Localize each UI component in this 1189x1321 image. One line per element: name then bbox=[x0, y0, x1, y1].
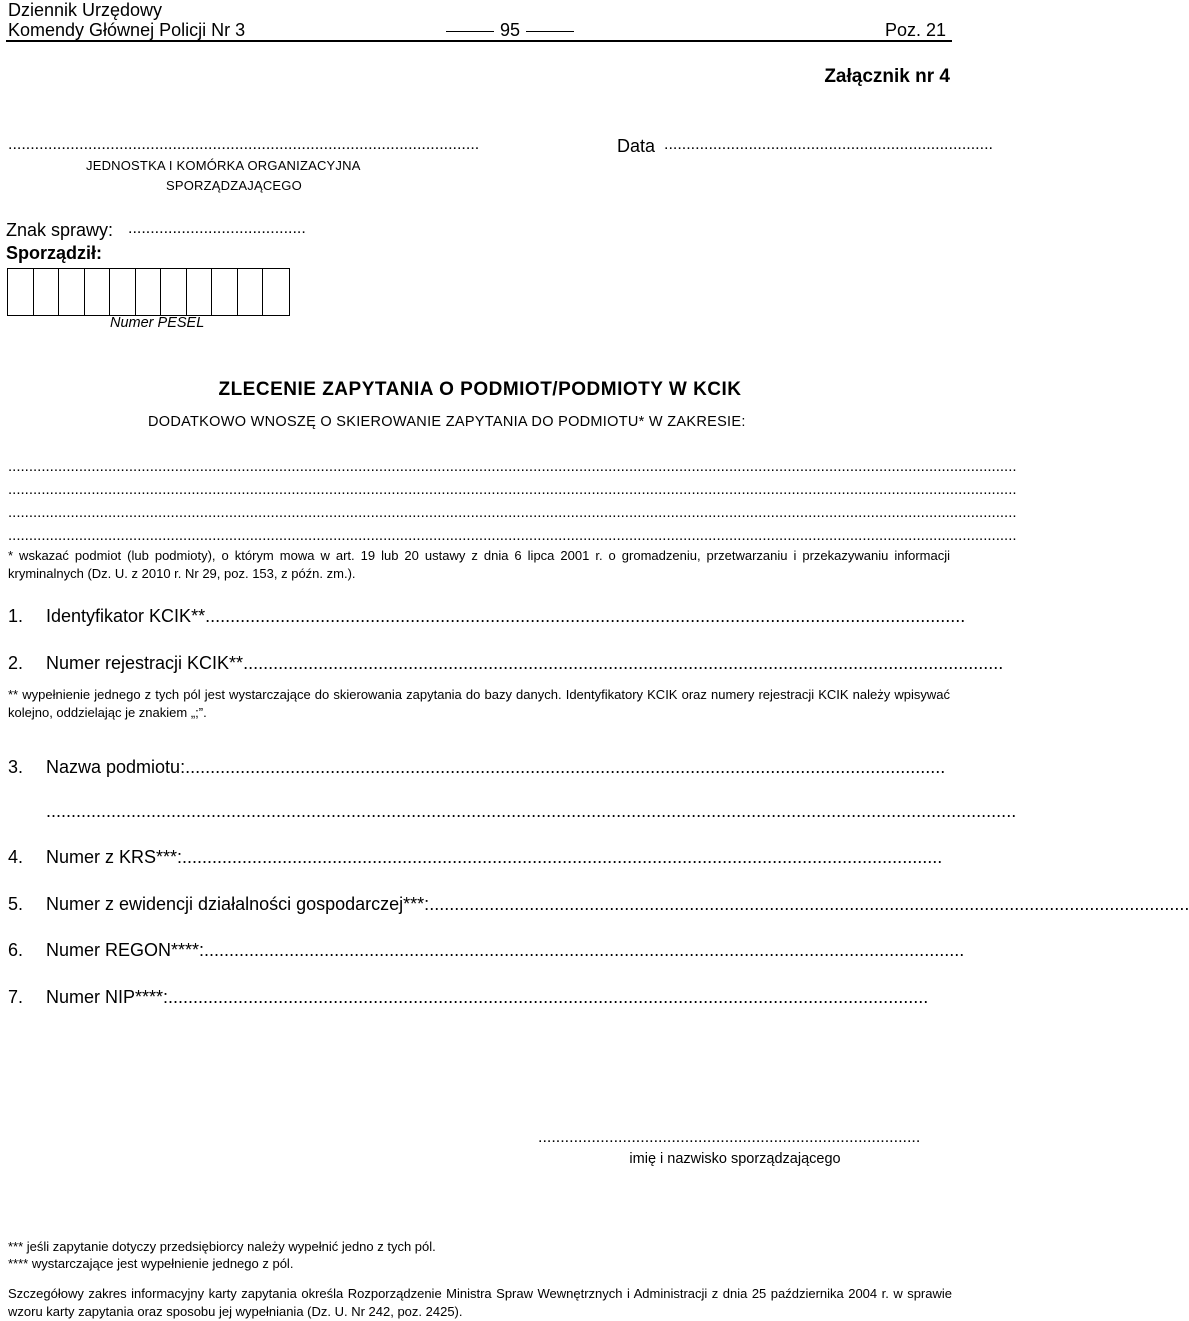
page-number-rule-left bbox=[446, 31, 494, 32]
unit-field[interactable]: .......................................................................................................... bbox=[8, 136, 480, 153]
footnote-podmiot: * wskazać podmiot (lub podmioty), o którym mowa w art. 19 lub 20 ustawy z dnia 6 lipca 2001 r. o gromadzeniu, przetwarzaniu i przekazywaniu informacji kryminalnych (Dz. U. z 2010 r. Nr 29, poz. 153, z późn. zm.). bbox=[8, 548, 950, 581]
case-number-label: Znak sprawy: bbox=[6, 220, 114, 240]
case-number-field[interactable]: ........................................ bbox=[128, 220, 306, 237]
page-number-text: 95 bbox=[500, 20, 521, 40]
item-label: Numer REGON****: bbox=[46, 940, 205, 960]
pesel-digit-cell[interactable] bbox=[136, 269, 162, 315]
header-rule bbox=[6, 40, 952, 42]
unit-caption-line1: JEDNOSTKA I KOMÓRKA ORGANIZACYJNA bbox=[86, 158, 361, 173]
field-kcik-identifier[interactable] bbox=[8, 606, 966, 627]
item-fill[interactable]: ........................................................................................................................................................ bbox=[168, 987, 929, 1007]
item-number: 3. bbox=[8, 757, 24, 777]
item-label: Numer z ewidencji działalności gospodarczej***: bbox=[46, 894, 430, 914]
pesel-digit-cell[interactable] bbox=[110, 269, 136, 315]
pesel-label: Numer PESEL bbox=[110, 315, 205, 331]
signature-label: imię i nazwisko sporządzającego bbox=[629, 1151, 841, 1167]
pesel-digit-cell[interactable] bbox=[238, 269, 264, 315]
item-number: 4. bbox=[8, 847, 24, 867]
footnote-one-field: **** wystarczające jest wypełnienie jednego z pól. bbox=[8, 1256, 294, 1271]
pesel-digit-cell[interactable] bbox=[263, 269, 289, 315]
pesel-digit-cell[interactable] bbox=[187, 269, 213, 315]
field-entity-name[interactable] bbox=[8, 757, 950, 778]
page-number bbox=[440, 20, 580, 40]
item-fill[interactable]: ........................................................................................................................................................ bbox=[185, 757, 946, 777]
journal-title: Dziennik Urzędowy bbox=[8, 0, 163, 20]
scope-line-4[interactable]: .................................................................................................................................................................................................................................................. bbox=[8, 527, 1017, 544]
item-fill[interactable]: ........................................................................................................................................................ bbox=[182, 847, 943, 867]
item-number: 2. bbox=[8, 653, 24, 673]
item-label: Numer NIP****: bbox=[46, 987, 169, 1007]
pesel-digit-cell[interactable] bbox=[212, 269, 238, 315]
page-number-rule-right bbox=[526, 31, 574, 32]
item-number: 5. bbox=[8, 894, 24, 914]
pesel-digit-cell[interactable] bbox=[34, 269, 60, 315]
date-field[interactable]: .......................................................................... bbox=[664, 136, 993, 153]
journal-subtitle: Komendy Głównej Policji Nr 3 bbox=[8, 20, 246, 40]
footnote-kcik: ** wypełnienie jednego z tych pól jest wystarczające do skierowania zapytania do bazy danych. Identyfikatory KCIK oraz numery rejestracji KCIK należy wpisywać kolejno, oddzielając je znakiem „;”. bbox=[8, 687, 950, 720]
item-label: Numer rejestracji KCIK** bbox=[46, 653, 244, 673]
field-entity-name-line-2[interactable]: .................................................................................................................................................................................................. bbox=[46, 801, 1017, 821]
page-title: ZLECENIE ZAPYTANIA O PODMIOT/PODMIOTY W KCIK bbox=[218, 379, 742, 400]
scope-line-1[interactable]: .................................................................................................................................................................................................................................................. bbox=[8, 458, 1017, 475]
footnote-entrepreneur: *** jeśli zapytanie dotyczy przedsiębiorcy należy wypełnić jedno z tych pól. bbox=[8, 1239, 436, 1254]
prepared-by-label: Sporządził: bbox=[6, 243, 103, 263]
item-label: Numer z KRS***: bbox=[46, 847, 183, 867]
item-label: Identyfikator KCIK** bbox=[46, 606, 206, 626]
item-fill[interactable]: ........................................................................................................................................................ bbox=[243, 653, 1004, 673]
item-label: Nazwa podmiotu: bbox=[46, 757, 186, 777]
signature-field[interactable]: ...................................................................................... bbox=[538, 1129, 921, 1146]
pesel-digit-cell[interactable] bbox=[161, 269, 187, 315]
scope-line-3[interactable]: .................................................................................................................................................................................................................................................. bbox=[8, 504, 1017, 521]
unit-caption-line2: SPORZĄDZAJĄCEGO bbox=[166, 178, 302, 193]
position-number: Poz. 21 bbox=[884, 20, 946, 40]
item-number: 6. bbox=[8, 940, 24, 960]
item-fill[interactable]: ........................................................................................................................................................ bbox=[205, 606, 966, 626]
field-kcik-registration[interactable] bbox=[8, 653, 1004, 674]
item-fill[interactable]: ........................................................................................................................................................ bbox=[204, 940, 965, 960]
item-number: 7. bbox=[8, 987, 24, 1007]
pesel-grid[interactable] bbox=[7, 268, 290, 316]
field-regon-number[interactable] bbox=[8, 940, 965, 961]
pesel-digit-cell[interactable] bbox=[59, 269, 85, 315]
date-label: Data bbox=[617, 136, 656, 156]
legal-basis-note: Szczegółowy zakres informacyjny karty zapytania określa Rozporządzenie Ministra Spraw Wewnętrznych i Administracji z dnia 25 października 2004 r. w sprawie wzoru karty zapytania oraz sposobu jej wypełniania (Dz. U. Nr 242, poz. 2425). bbox=[8, 1286, 952, 1319]
field-business-registry-number[interactable] bbox=[8, 894, 1189, 915]
attachment-label: Załącznik nr 4 bbox=[824, 66, 950, 87]
pesel-digit-cell[interactable] bbox=[85, 269, 111, 315]
pesel-digit-cell[interactable] bbox=[8, 269, 34, 315]
item-number: 1. bbox=[8, 606, 24, 626]
field-nip-number[interactable] bbox=[8, 987, 950, 1008]
page-subtitle: DODATKOWO WNOSZĘ O SKIEROWANIE ZAPYTANIA DO PODMIOTU* W ZAKRESIE: bbox=[148, 414, 746, 430]
item-fill[interactable]: ........................................................................................................................................................ bbox=[429, 894, 1189, 914]
scope-line-2[interactable]: .................................................................................................................................................................................................................................................. bbox=[8, 481, 1017, 498]
field-krs-number[interactable] bbox=[8, 847, 950, 868]
